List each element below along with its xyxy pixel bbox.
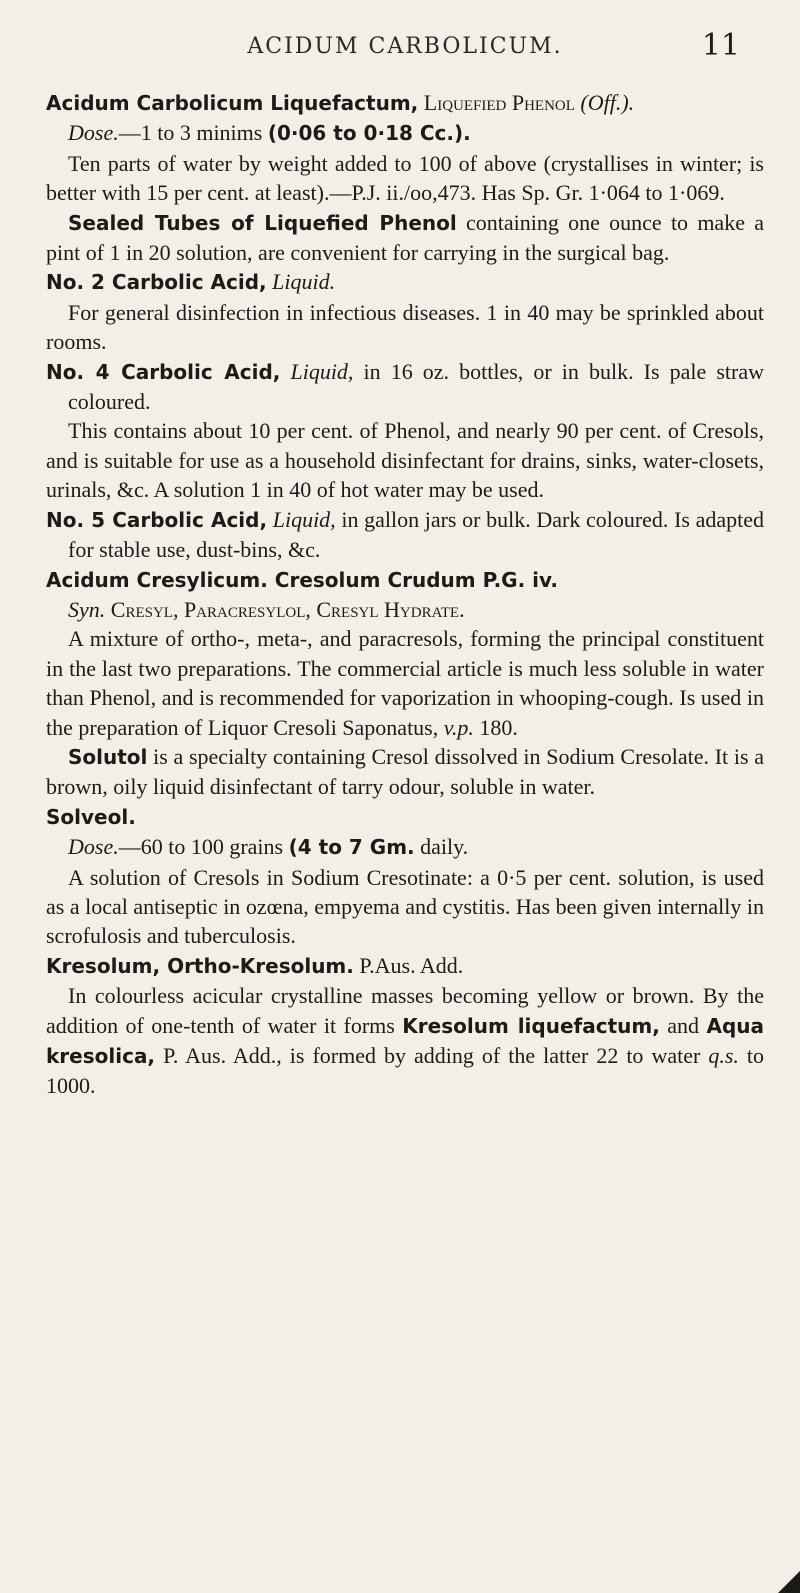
entry-kresolum-text (46, 981, 764, 1101)
page-corner-mark (778, 1571, 800, 1593)
cross-reference: v.p. (443, 714, 474, 740)
entry-text: in gallon jars or bulk. Dark coloured. Is adapted for stable use, dust-bins, &c. (68, 506, 764, 563)
running-head (46, 28, 764, 72)
entry-no4-text: This contains about 10 per cent. of Phenol, and nearly 90 per cent. of Cresols, and is suitable for use as a household disinfectant for drains, sinks, water-closets, urinals, &c. A solution 1 in 40 of hot water may be used. (46, 418, 764, 503)
entry-title: Kresolum, Ortho-Kresolum. (46, 953, 354, 978)
entry-title: No. 2 Carbolic Acid, (46, 270, 267, 295)
entry-title: Solveol. (46, 804, 136, 829)
entry-no4 (46, 357, 764, 417)
entry-cresylicum-synonyms (46, 595, 764, 624)
entry-liquefactum (46, 88, 764, 118)
entry-text: containing one ounce to make a pint of 1 in 20 solution, are convenient for carrying in the surgical bag. (46, 209, 764, 266)
entry-liquefactum-dose (46, 118, 764, 148)
preparation-name: Kresolum liquefactum, (402, 1013, 660, 1038)
dose-tail: daily. (420, 834, 469, 860)
entry-title: No. 5 Carbolic Acid, (46, 507, 268, 532)
entry-text: to 1000. (46, 1043, 765, 1099)
entry-solveol (46, 802, 764, 832)
entry-packaging: in 16 oz. bottles, or in bulk. Is pale straw coloured. (68, 358, 764, 415)
dose-label: Dose. (68, 120, 119, 146)
entry-title: No. 4 Carbolic Acid, (46, 359, 281, 384)
entry-form: Liquid, (272, 506, 336, 532)
dose-metric: (4 to 7 Gm. (288, 835, 415, 860)
entry-text: A mixture of ortho-, meta-, and paracresols, forming the principal constituent in the last two preparations. The commercial article is much less soluble in water than Phenol, and is recommended for vaporization in whooping-cough. Is used in the preparation of Liquor Cresoli Saponatus, (46, 626, 764, 740)
entry-no2 (46, 267, 764, 297)
entry-form: Liquid. (272, 269, 336, 295)
dose-text: —60 to 100 grains (118, 834, 284, 860)
cross-reference-page: 180. (479, 714, 518, 740)
entry-text: In colourless acicular crystalline masses becoming yellow or brown. By the addition of one-tenth of water it forms (46, 983, 764, 1038)
entry-no2-text: For general disinfection in infectious diseases. 1 in 40 may be sprinkled about rooms. (46, 299, 764, 355)
entry-solveol-text: A solution of Cresols in Sodium Cresotinate: a 0·5 per cent. solution, is used as a local antiseptic in ozœna, empyema and cystitis. Has been given internally in scrofulosis and tuberculosis. (46, 864, 764, 949)
entry-title: Acidum Cresylicum. Cresolum Crudum P.G. iv. (46, 567, 559, 592)
synonym-list: Cresyl, Paracresylol, Cresyl Hydrate. (110, 596, 465, 622)
entry-form: Liquid, (290, 358, 354, 384)
entry-solutol (46, 742, 764, 802)
entry-title: Sealed Tubes of Liquefied Phenol (68, 210, 457, 235)
preparation-name: Aqua kresolica, (46, 1013, 764, 1068)
entry-title: Acidum Carbolicum Liquefactum, (46, 91, 419, 115)
entry-sealed-tubes (46, 208, 764, 268)
syn-label: Syn. (68, 596, 106, 622)
dose-label: Dose. (68, 834, 119, 860)
dose-text: —1 to 3 minims (118, 120, 263, 146)
dose-metric: (0·06 to 0·18 Cc.). (267, 121, 471, 146)
body-text (46, 88, 764, 1101)
running-title: ACIDUM CARBOLICUM. (247, 34, 563, 59)
entry-synonym: Liquefied Phenol (423, 90, 575, 115)
entry-text: P. Aus. Add., is formed by adding of the latter 22 to water (163, 1043, 701, 1068)
entry-kresolum (46, 951, 764, 981)
entry-solveol-dose (46, 832, 764, 862)
entry-no5 (46, 505, 764, 565)
entry-cresylicum (46, 565, 764, 595)
quantum-sufficit: q.s. (708, 1043, 739, 1068)
pharmacopoeia-ref: P.Aus. Add. (359, 952, 464, 978)
conjunction: and (667, 1012, 700, 1038)
official-mark: (Off.). (580, 90, 635, 115)
page-number: 11 (701, 28, 740, 63)
entry-cresylicum-text (46, 624, 764, 742)
entry-liquefactum-description: Ten parts of water by weight added to 100 of above (crystallises in winter; is better with 15 per cent. at least).—P.J. ii./oo,473. Has Sp. Gr. 1·064 to 1·069. (46, 150, 764, 206)
entry-text: is a specialty containing Cresol dissolved in Sodium Cresolate. It is a brown, oily liquid disinfectant of tarry odour, soluble in water. (46, 743, 765, 800)
entry-title: Solutol (68, 744, 148, 769)
